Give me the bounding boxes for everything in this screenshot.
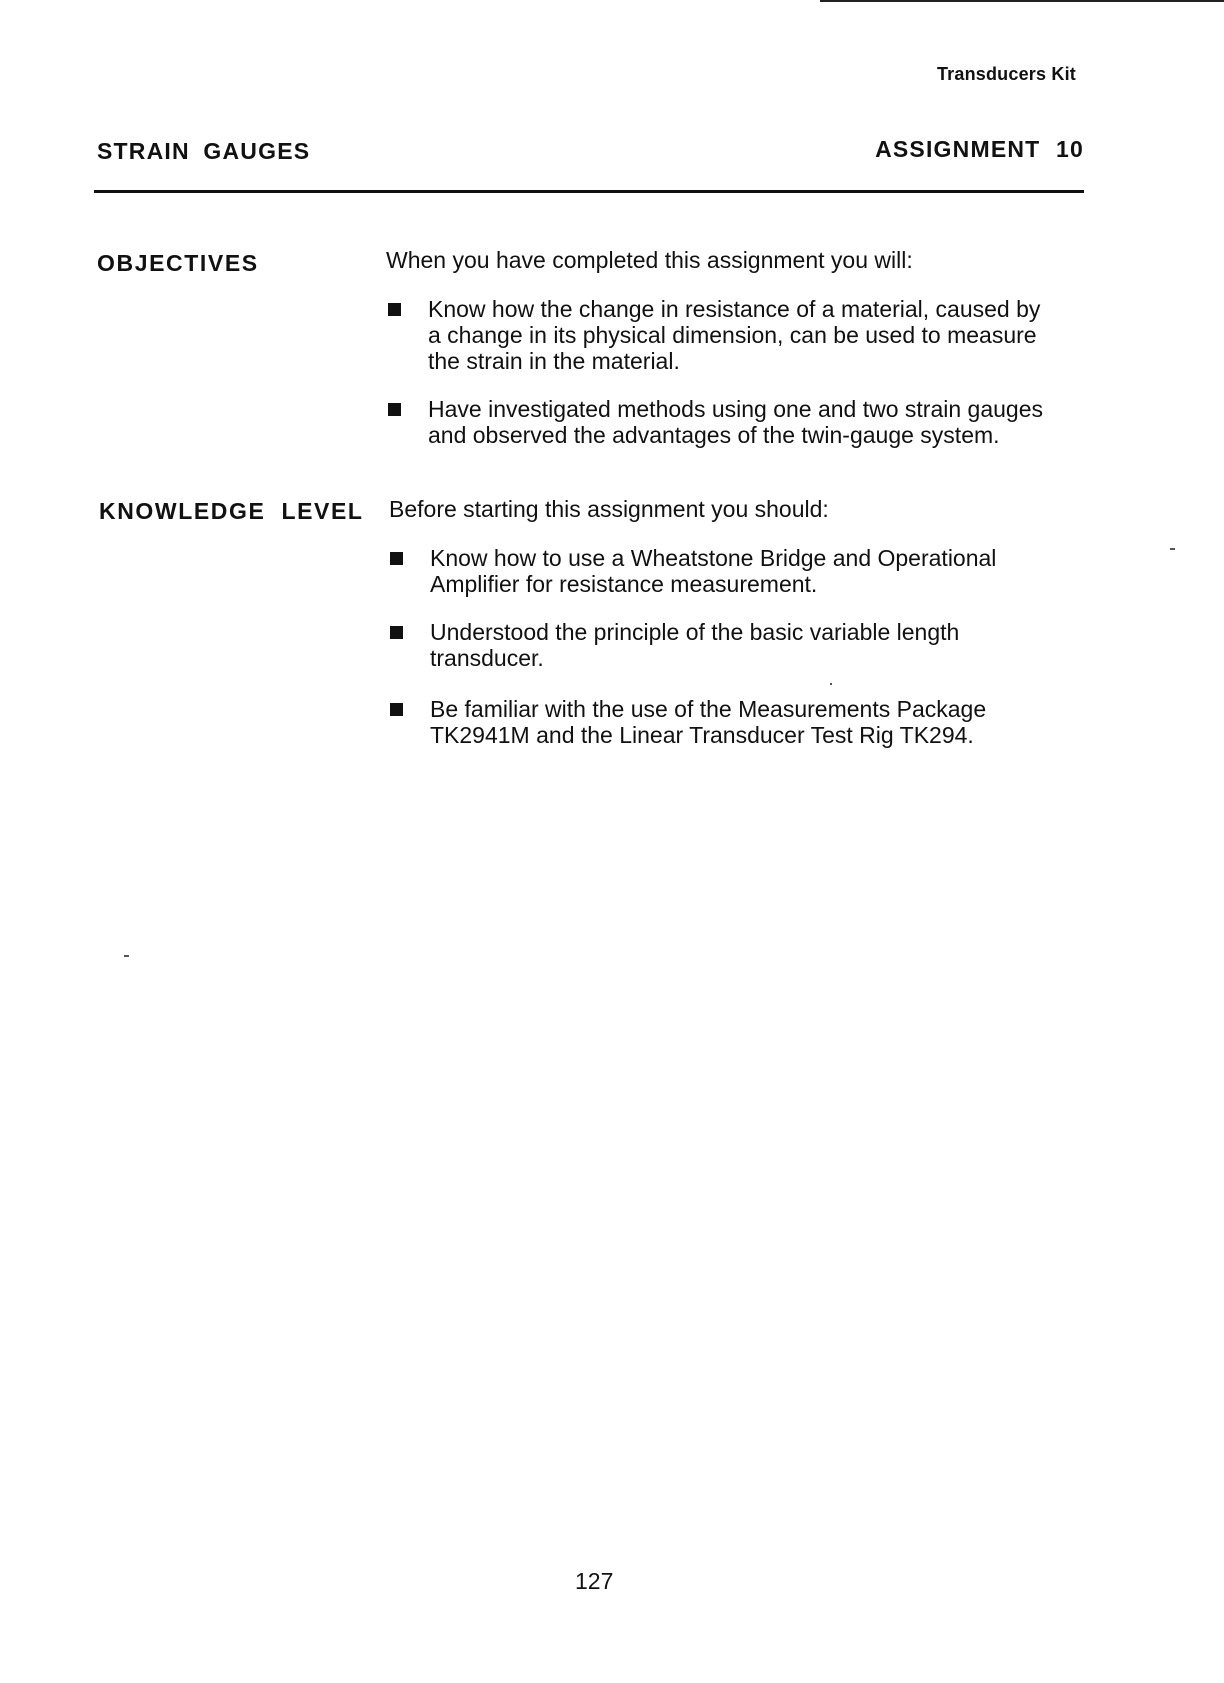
square-bullet-icon (390, 626, 403, 639)
scan-speck (1170, 548, 1175, 550)
square-bullet-icon (390, 552, 403, 565)
list-item-text: Know how the change in resistance of a material, caused by a change in its physical dimension, can be used to measure the strain in the material. (428, 296, 1041, 374)
list-item-text: Understood the principle of the basic variable length transducer. (430, 619, 960, 671)
list-item-text: Be familiar with the use of the Measurements Package TK2941M and the Linear Transducer Test Rig TK294. (430, 696, 987, 748)
section-title: STRAIN GAUGES (97, 138, 311, 164)
assignment-number: ASSIGNMENT 10 (875, 136, 1084, 162)
knowledge-level-label: KNOWLEDGE LEVEL (99, 498, 364, 524)
square-bullet-icon (388, 403, 401, 416)
running-head: Transducers Kit (936, 64, 1076, 84)
scan-speck (124, 955, 129, 957)
page-number: 127 (575, 1568, 614, 1594)
scan-speck (830, 683, 832, 685)
objectives-label: OBJECTIVES (97, 250, 259, 276)
top-edge-rule (820, 0, 1224, 2)
header-divider (94, 190, 1084, 193)
list-item (390, 696, 1050, 748)
list-item-text: Have investigated methods using one and two strain gauges and observed the advantages of the twin-gauge system. (428, 396, 1044, 448)
objectives-lead: When you have completed this assignment you will: (386, 247, 913, 273)
square-bullet-icon (390, 703, 403, 716)
list-item (390, 619, 1050, 671)
knowledge-level-lead: Before starting this assignment you should: (389, 496, 829, 522)
list-item (390, 545, 1050, 597)
square-bullet-icon (388, 303, 401, 316)
list-item-text: Know how to use a Wheatstone Bridge and Operational Amplifier for resistance measurement. (430, 545, 997, 597)
list-item (388, 396, 1048, 448)
list-item (388, 296, 1048, 374)
